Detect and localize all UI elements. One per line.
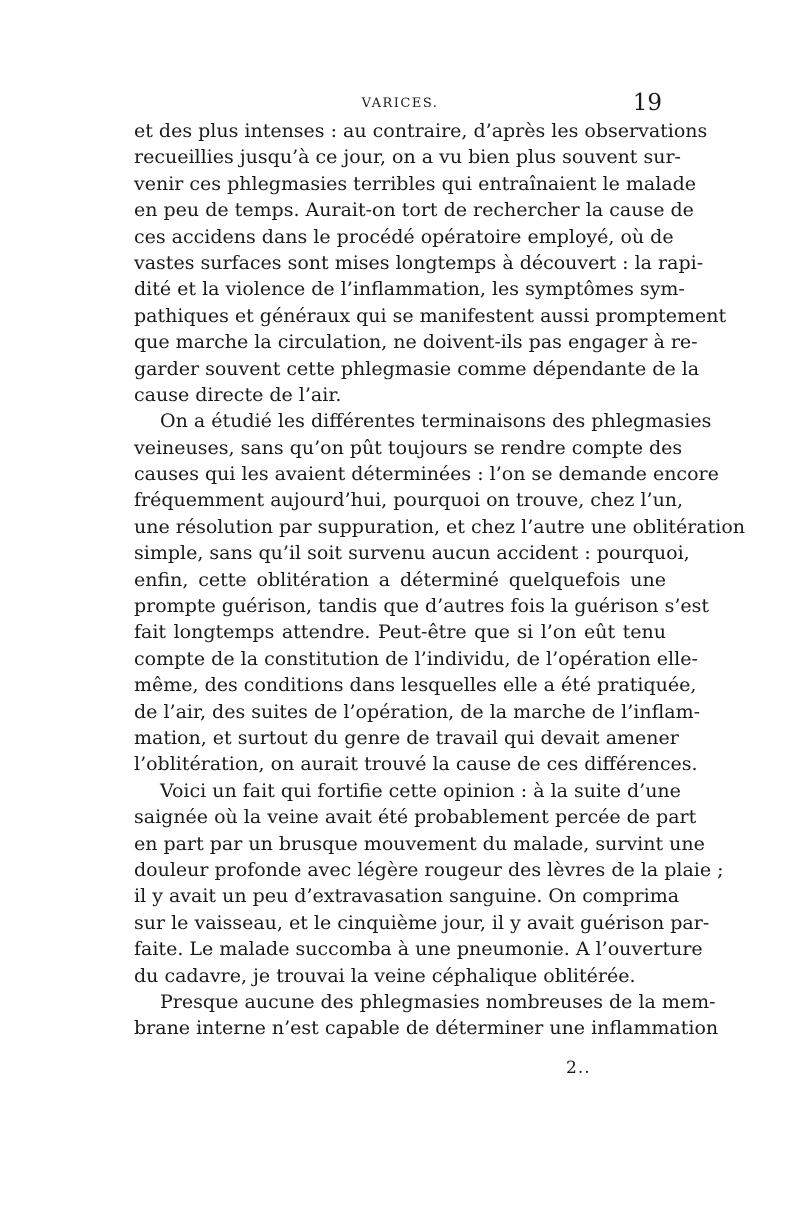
text-line: venir ces phlegmasies terribles qui entraînaient le malade xyxy=(134,172,697,195)
text-line: même, des conditions dans lesquelles elle a été pratiquée, xyxy=(134,674,697,697)
text-line: une résolution par suppuration, et chez l’autre une oblitération xyxy=(134,515,746,538)
text-line: compte de la constitution de l’individu, de l’opération elle- xyxy=(134,647,698,670)
signature-mark: 2.. xyxy=(566,1058,591,1078)
text-line: brane interne n’est capable de déterminer une inflammation xyxy=(134,1017,719,1040)
text-line: vastes surfaces sont mises longtemps à découvert : la rapi- xyxy=(134,251,704,274)
text-line: ces accidens dans le procédé opératoire employé, où de xyxy=(134,225,674,248)
text-line: l’oblitération, on aurait trouvé la cause de ces différences. xyxy=(134,753,698,776)
text-line: en part par un brusque mouvement du malade, survint une xyxy=(134,832,705,855)
page-number: 19 xyxy=(632,90,662,116)
text-line: il y avait un peu d’extravasation sanguine. On comprima xyxy=(134,885,680,908)
text-line: fréquemment aujourd’hui, pourquoi on trouve, chez l’un, xyxy=(134,489,684,512)
running-title: VARICES. xyxy=(361,96,439,111)
body-text xyxy=(134,118,746,1042)
text-line: faite. Le malade succomba à une pneumonie. A l’ouverture xyxy=(134,938,703,961)
text-line: saignée où la veine avait été probablement percée de part xyxy=(134,806,697,829)
text-line: causes qui les avaient déterminées : l’on se demande encore xyxy=(134,463,719,486)
text-line: dité et la violence de l’inflammation, les symptômes sym- xyxy=(134,278,685,301)
text-line: recueillies jusqu’à ce jour, on a vu bien plus souvent sur- xyxy=(134,146,681,169)
text-line: fait longtemps attendre. Peut-être que si l’on eût tenu xyxy=(134,621,666,644)
text-line: simple, sans qu’il soit survenu aucun accident : pourquoi, xyxy=(134,542,690,565)
text-line: veineuses, sans qu’on pût toujours se rendre compte des xyxy=(134,436,683,459)
text-line: sur le vaisseau, et le cinquième jour, il y avait guérison par- xyxy=(134,911,710,934)
text-line: que marche la circulation, ne doivent-ils pas engager à re- xyxy=(134,331,698,354)
paragraph-first-line: Voici un fait qui fortifie cette opinion : à la suite d’une xyxy=(160,779,681,802)
text-line: cause directe de l’air. xyxy=(134,383,342,406)
text-line: de l’air, des suites de l’opération, de la marche de l’inflam- xyxy=(134,700,701,723)
text-line: en peu de temps. Aurait-on tort de rechercher la cause de xyxy=(134,199,694,222)
text-line: et des plus intenses : au contraire, d’après les observations xyxy=(134,120,708,142)
text-line: douleur profonde avec légère rougeur des lèvres de la plaie ; xyxy=(134,858,724,881)
text-line: enfin, cette oblitération a déterminé quelquefois une xyxy=(134,568,666,591)
text-line: du cadavre, je trouvai la veine céphalique oblitérée. xyxy=(134,964,636,987)
text-line: garder souvent cette phlegmasie comme dépendante de la xyxy=(134,357,700,380)
text-line: pathiques et généraux qui se manifestent aussi promptement xyxy=(134,304,727,327)
text-line: mation, et surtout du genre de travail qui devait amener xyxy=(134,726,679,749)
paragraph-first-line: On a étudié les différentes terminaisons des phlegmasies xyxy=(160,410,712,433)
paragraph-first-line: Presque aucune des phlegmasies nombreuses de la mem- xyxy=(160,990,716,1013)
text-line: prompte guérison, tandis que d’autres fois la guérison s’est xyxy=(134,595,709,618)
